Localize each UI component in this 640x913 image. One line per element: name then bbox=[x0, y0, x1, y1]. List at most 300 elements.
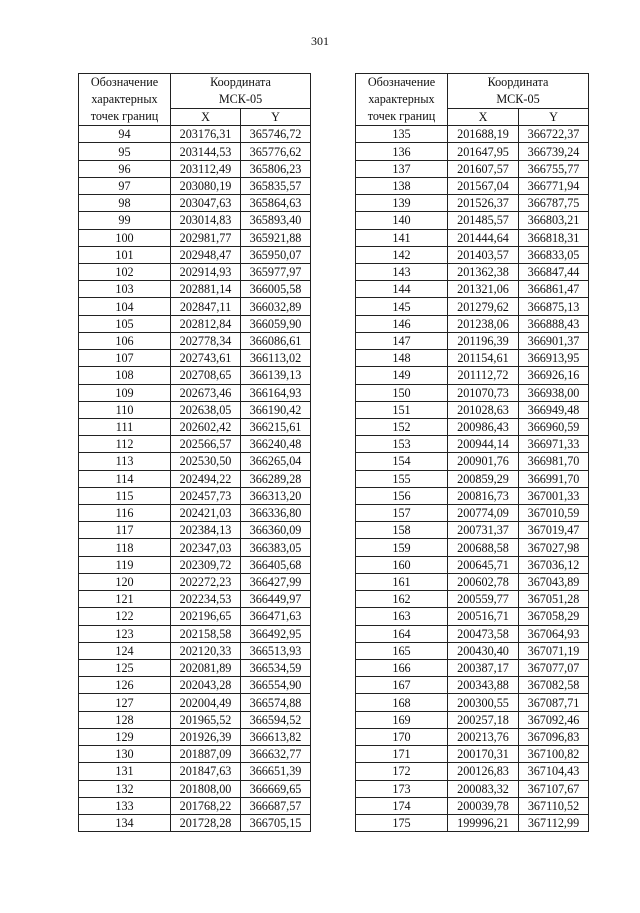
y-cell: 366289,28 bbox=[241, 470, 311, 487]
x-cell: 200039,78 bbox=[448, 797, 519, 814]
point-id-cell: 111 bbox=[79, 418, 171, 435]
table-row bbox=[79, 384, 311, 401]
point-id-cell: 169 bbox=[356, 711, 448, 728]
point-id-cell: 137 bbox=[356, 160, 448, 177]
y-cell: 366005,58 bbox=[241, 281, 311, 298]
y-cell: 365746,72 bbox=[241, 126, 311, 143]
x-cell: 200602,78 bbox=[448, 573, 519, 590]
point-id-cell: 133 bbox=[79, 797, 171, 814]
point-id-cell: 98 bbox=[79, 195, 171, 212]
table-row bbox=[79, 418, 311, 435]
y-cell: 365977,97 bbox=[241, 263, 311, 280]
y-cell: 366755,77 bbox=[519, 160, 589, 177]
y-cell: 366383,05 bbox=[241, 539, 311, 556]
point-id-cell: 110 bbox=[79, 401, 171, 418]
point-id-cell: 123 bbox=[79, 625, 171, 642]
table-row bbox=[356, 694, 589, 711]
table-row bbox=[356, 522, 589, 539]
point-id-cell: 119 bbox=[79, 556, 171, 573]
table-row bbox=[356, 315, 589, 332]
y-cell: 366336,80 bbox=[241, 505, 311, 522]
table-row bbox=[356, 487, 589, 504]
table-row bbox=[79, 160, 311, 177]
table-row bbox=[356, 470, 589, 487]
y-cell: 366960,59 bbox=[519, 418, 589, 435]
table-row bbox=[356, 229, 589, 246]
x-cell: 202566,57 bbox=[171, 436, 241, 453]
point-id-cell: 120 bbox=[79, 573, 171, 590]
x-cell: 201321,06 bbox=[448, 281, 519, 298]
point-id-cell: 175 bbox=[356, 814, 448, 831]
x-cell: 201238,06 bbox=[448, 315, 519, 332]
y-cell: 367051,28 bbox=[519, 591, 589, 608]
y-cell: 366926,16 bbox=[519, 367, 589, 384]
point-id-cell: 122 bbox=[79, 608, 171, 625]
point-id-cell: 109 bbox=[79, 384, 171, 401]
x-cell: 202743,61 bbox=[171, 350, 241, 367]
point-id-cell: 94 bbox=[79, 126, 171, 143]
y-cell: 366059,90 bbox=[241, 315, 311, 332]
table-row bbox=[79, 350, 311, 367]
x-cell: 202347,03 bbox=[171, 539, 241, 556]
x-cell: 200430,40 bbox=[448, 642, 519, 659]
x-cell: 202494,22 bbox=[171, 470, 241, 487]
point-id-cell: 116 bbox=[79, 505, 171, 522]
table-row bbox=[79, 470, 311, 487]
table-row bbox=[356, 608, 589, 625]
table-row bbox=[79, 212, 311, 229]
table-row bbox=[79, 711, 311, 728]
y-cell: 366771,94 bbox=[519, 177, 589, 194]
y-cell: 366190,42 bbox=[241, 401, 311, 418]
y-cell: 367077,07 bbox=[519, 660, 589, 677]
table-row bbox=[356, 281, 589, 298]
y-cell: 366240,48 bbox=[241, 436, 311, 453]
x-cell: 200300,55 bbox=[448, 694, 519, 711]
table-row bbox=[356, 746, 589, 763]
table-row bbox=[356, 263, 589, 280]
y-cell: 367096,83 bbox=[519, 728, 589, 745]
x-cell: 202272,23 bbox=[171, 573, 241, 590]
table-row bbox=[356, 573, 589, 590]
point-id-cell: 129 bbox=[79, 728, 171, 745]
point-id-cell: 121 bbox=[79, 591, 171, 608]
y-cell: 366449,97 bbox=[241, 591, 311, 608]
point-id-cell: 117 bbox=[79, 522, 171, 539]
table-row bbox=[79, 746, 311, 763]
point-id-cell: 158 bbox=[356, 522, 448, 539]
coord-title-line2: МСК-05 bbox=[218, 92, 263, 106]
point-label-header bbox=[79, 74, 171, 126]
x-cell: 203176,31 bbox=[171, 126, 241, 143]
x-cell: 201887,09 bbox=[171, 746, 241, 763]
table-row bbox=[356, 505, 589, 522]
point-id-cell: 107 bbox=[79, 350, 171, 367]
table-row bbox=[79, 487, 311, 504]
y-cell: 366888,43 bbox=[519, 315, 589, 332]
point-id-cell: 143 bbox=[356, 263, 448, 280]
point-label-line2: характерных bbox=[91, 92, 158, 107]
page-number: 301 bbox=[311, 34, 329, 48]
table-row bbox=[356, 556, 589, 573]
point-id-cell: 153 bbox=[356, 436, 448, 453]
point-id-cell: 126 bbox=[79, 677, 171, 694]
point-id-cell: 105 bbox=[79, 315, 171, 332]
y-cell: 366913,95 bbox=[519, 350, 589, 367]
x-header: X bbox=[171, 109, 241, 126]
point-id-cell: 172 bbox=[356, 763, 448, 780]
x-cell: 200126,83 bbox=[448, 763, 519, 780]
x-cell: 203144,53 bbox=[171, 143, 241, 160]
y-cell: 366818,31 bbox=[519, 229, 589, 246]
point-id-cell: 174 bbox=[356, 797, 448, 814]
table-row bbox=[79, 780, 311, 797]
x-cell: 201768,22 bbox=[171, 797, 241, 814]
coord-title-line1: Координата bbox=[210, 75, 271, 89]
table-row bbox=[79, 625, 311, 642]
x-cell: 200343,88 bbox=[448, 677, 519, 694]
table-body-right bbox=[356, 126, 589, 832]
x-cell: 200901,76 bbox=[448, 453, 519, 470]
table-row bbox=[356, 401, 589, 418]
x-cell: 200473,58 bbox=[448, 625, 519, 642]
x-cell: 200083,32 bbox=[448, 780, 519, 797]
y-cell: 367010,59 bbox=[519, 505, 589, 522]
table-row bbox=[356, 143, 589, 160]
x-cell: 201647,95 bbox=[448, 143, 519, 160]
y-cell: 366991,70 bbox=[519, 470, 589, 487]
point-id-cell: 101 bbox=[79, 246, 171, 263]
y-cell: 366787,75 bbox=[519, 195, 589, 212]
table-row bbox=[356, 539, 589, 556]
x-cell: 200387,17 bbox=[448, 660, 519, 677]
y-cell: 366265,04 bbox=[241, 453, 311, 470]
y-header: Y bbox=[241, 109, 311, 126]
table-row bbox=[79, 126, 311, 143]
x-cell: 200516,71 bbox=[448, 608, 519, 625]
point-id-cell: 162 bbox=[356, 591, 448, 608]
y-cell: 366427,99 bbox=[241, 573, 311, 590]
y-cell: 367110,52 bbox=[519, 797, 589, 814]
table-row bbox=[79, 195, 311, 212]
point-id-cell: 124 bbox=[79, 642, 171, 659]
point-id-cell: 154 bbox=[356, 453, 448, 470]
y-cell: 367043,89 bbox=[519, 573, 589, 590]
y-cell: 366651,39 bbox=[241, 763, 311, 780]
x-cell: 201362,38 bbox=[448, 263, 519, 280]
x-cell: 201403,57 bbox=[448, 246, 519, 263]
y-cell: 367107,67 bbox=[519, 780, 589, 797]
x-cell: 201526,37 bbox=[448, 195, 519, 212]
table-row bbox=[79, 332, 311, 349]
y-cell: 365893,40 bbox=[241, 212, 311, 229]
table-row bbox=[356, 591, 589, 608]
x-cell: 202043,28 bbox=[171, 677, 241, 694]
y-cell: 366687,57 bbox=[241, 797, 311, 814]
x-cell: 202673,46 bbox=[171, 384, 241, 401]
table-body-left bbox=[79, 126, 311, 832]
y-cell: 366513,93 bbox=[241, 642, 311, 659]
y-cell: 367092,46 bbox=[519, 711, 589, 728]
table-row bbox=[79, 728, 311, 745]
x-cell: 203014,83 bbox=[171, 212, 241, 229]
x-cell: 200257,18 bbox=[448, 711, 519, 728]
table-row bbox=[79, 660, 311, 677]
x-cell: 200213,76 bbox=[448, 728, 519, 745]
table-row bbox=[356, 797, 589, 814]
point-id-cell: 130 bbox=[79, 746, 171, 763]
point-label-line1: Обозначение bbox=[90, 75, 159, 90]
point-label-line2: характерных bbox=[368, 92, 435, 107]
y-cell: 367071,19 bbox=[519, 642, 589, 659]
coord-title-line2: МСК-05 bbox=[496, 92, 540, 106]
coord-title-header bbox=[448, 74, 589, 109]
x-cell: 201485,57 bbox=[448, 212, 519, 229]
x-cell: 202981,77 bbox=[171, 229, 241, 246]
x-cell: 202004,49 bbox=[171, 694, 241, 711]
y-cell: 366313,20 bbox=[241, 487, 311, 504]
point-id-cell: 168 bbox=[356, 694, 448, 711]
x-cell: 201728,28 bbox=[171, 814, 241, 831]
point-id-cell: 113 bbox=[79, 453, 171, 470]
y-cell: 366803,21 bbox=[519, 212, 589, 229]
point-label-line3: точек границ bbox=[90, 109, 159, 124]
table-row bbox=[79, 453, 311, 470]
x-cell: 202384,13 bbox=[171, 522, 241, 539]
coord-title-header bbox=[171, 74, 311, 109]
y-cell: 365950,07 bbox=[241, 246, 311, 263]
y-cell: 367100,82 bbox=[519, 746, 589, 763]
point-id-cell: 112 bbox=[79, 436, 171, 453]
y-cell: 367001,33 bbox=[519, 487, 589, 504]
x-cell: 201028,63 bbox=[448, 401, 519, 418]
table-row bbox=[356, 195, 589, 212]
point-id-cell: 127 bbox=[79, 694, 171, 711]
y-cell: 366971,33 bbox=[519, 436, 589, 453]
y-cell: 366594,52 bbox=[241, 711, 311, 728]
y-cell: 366613,82 bbox=[241, 728, 311, 745]
table-row bbox=[356, 160, 589, 177]
x-cell: 202457,73 bbox=[171, 487, 241, 504]
table-row bbox=[356, 177, 589, 194]
point-id-cell: 150 bbox=[356, 384, 448, 401]
point-id-cell: 132 bbox=[79, 780, 171, 797]
x-cell: 200859,29 bbox=[448, 470, 519, 487]
y-cell: 367082,58 bbox=[519, 677, 589, 694]
point-id-cell: 134 bbox=[79, 814, 171, 831]
point-id-cell: 140 bbox=[356, 212, 448, 229]
table-row bbox=[79, 143, 311, 160]
table-row bbox=[79, 281, 311, 298]
x-cell: 202421,03 bbox=[171, 505, 241, 522]
x-cell: 202120,33 bbox=[171, 642, 241, 659]
x-cell: 200944,14 bbox=[448, 436, 519, 453]
point-id-cell: 136 bbox=[356, 143, 448, 160]
y-cell: 367019,47 bbox=[519, 522, 589, 539]
table-row bbox=[356, 367, 589, 384]
y-cell: 366705,15 bbox=[241, 814, 311, 831]
y-cell: 366949,48 bbox=[519, 401, 589, 418]
x-cell: 201112,72 bbox=[448, 367, 519, 384]
x-cell: 202948,47 bbox=[171, 246, 241, 263]
table-row bbox=[79, 573, 311, 590]
table-row bbox=[79, 797, 311, 814]
x-cell: 202196,65 bbox=[171, 608, 241, 625]
table-row bbox=[356, 332, 589, 349]
y-header: Y bbox=[519, 109, 589, 126]
point-id-cell: 146 bbox=[356, 315, 448, 332]
point-id-cell: 173 bbox=[356, 780, 448, 797]
x-cell: 201279,62 bbox=[448, 298, 519, 315]
y-cell: 366113,02 bbox=[241, 350, 311, 367]
table-row bbox=[79, 367, 311, 384]
table-row bbox=[356, 418, 589, 435]
y-cell: 365776,62 bbox=[241, 143, 311, 160]
y-cell: 366492,95 bbox=[241, 625, 311, 642]
point-id-cell: 108 bbox=[79, 367, 171, 384]
point-id-cell: 156 bbox=[356, 487, 448, 504]
point-id-cell: 148 bbox=[356, 350, 448, 367]
coord-title-line1: Координата bbox=[487, 75, 549, 89]
point-id-cell: 165 bbox=[356, 642, 448, 659]
y-cell: 366534,59 bbox=[241, 660, 311, 677]
y-cell: 366471,63 bbox=[241, 608, 311, 625]
y-cell: 366632,77 bbox=[241, 746, 311, 763]
y-cell: 367064,93 bbox=[519, 625, 589, 642]
table-row bbox=[79, 436, 311, 453]
x-cell: 200688,58 bbox=[448, 539, 519, 556]
coordinates-table-left bbox=[78, 73, 311, 832]
table-row bbox=[356, 212, 589, 229]
x-cell: 201154,61 bbox=[448, 350, 519, 367]
x-cell: 202708,65 bbox=[171, 367, 241, 384]
table-row bbox=[356, 625, 589, 642]
point-id-cell: 157 bbox=[356, 505, 448, 522]
x-cell: 200986,43 bbox=[448, 418, 519, 435]
table-row bbox=[79, 246, 311, 263]
point-label-header bbox=[356, 74, 448, 126]
point-id-cell: 104 bbox=[79, 298, 171, 315]
y-cell: 367087,71 bbox=[519, 694, 589, 711]
table-row bbox=[356, 814, 589, 831]
x-cell: 201847,63 bbox=[171, 763, 241, 780]
y-cell: 366833,05 bbox=[519, 246, 589, 263]
y-cell: 366938,00 bbox=[519, 384, 589, 401]
x-cell: 200731,37 bbox=[448, 522, 519, 539]
point-id-cell: 166 bbox=[356, 660, 448, 677]
point-id-cell: 142 bbox=[356, 246, 448, 263]
point-id-cell: 102 bbox=[79, 263, 171, 280]
table-row bbox=[356, 728, 589, 745]
point-id-cell: 99 bbox=[79, 212, 171, 229]
x-cell: 201196,39 bbox=[448, 332, 519, 349]
y-cell: 367058,29 bbox=[519, 608, 589, 625]
point-id-cell: 118 bbox=[79, 539, 171, 556]
x-cell: 202881,14 bbox=[171, 281, 241, 298]
point-id-cell: 149 bbox=[356, 367, 448, 384]
point-id-cell: 161 bbox=[356, 573, 448, 590]
y-cell: 367104,43 bbox=[519, 763, 589, 780]
x-cell: 199996,21 bbox=[448, 814, 519, 831]
x-cell: 202234,53 bbox=[171, 591, 241, 608]
table-row bbox=[79, 522, 311, 539]
table-row bbox=[79, 539, 311, 556]
point-id-cell: 160 bbox=[356, 556, 448, 573]
point-id-cell: 138 bbox=[356, 177, 448, 194]
x-cell: 203047,63 bbox=[171, 195, 241, 212]
x-cell: 202530,50 bbox=[171, 453, 241, 470]
table-row bbox=[356, 384, 589, 401]
point-id-cell: 96 bbox=[79, 160, 171, 177]
x-cell: 202914,93 bbox=[171, 263, 241, 280]
point-id-cell: 159 bbox=[356, 539, 448, 556]
point-id-cell: 100 bbox=[79, 229, 171, 246]
y-cell: 366032,89 bbox=[241, 298, 311, 315]
x-cell: 202081,89 bbox=[171, 660, 241, 677]
y-cell: 367036,12 bbox=[519, 556, 589, 573]
y-cell: 366360,09 bbox=[241, 522, 311, 539]
table-row bbox=[79, 556, 311, 573]
point-id-cell: 141 bbox=[356, 229, 448, 246]
x-cell: 201070,73 bbox=[448, 384, 519, 401]
table-row bbox=[356, 660, 589, 677]
point-id-cell: 163 bbox=[356, 608, 448, 625]
x-cell: 202847,11 bbox=[171, 298, 241, 315]
table-row bbox=[79, 814, 311, 831]
point-id-cell: 106 bbox=[79, 332, 171, 349]
point-id-cell: 170 bbox=[356, 728, 448, 745]
y-cell: 366554,90 bbox=[241, 677, 311, 694]
point-id-cell: 131 bbox=[79, 763, 171, 780]
table-row bbox=[79, 401, 311, 418]
table-row bbox=[356, 126, 589, 143]
y-cell: 365864,63 bbox=[241, 195, 311, 212]
table-row bbox=[356, 298, 589, 315]
table-row bbox=[356, 780, 589, 797]
point-id-cell: 164 bbox=[356, 625, 448, 642]
y-cell: 366405,68 bbox=[241, 556, 311, 573]
y-cell: 366875,13 bbox=[519, 298, 589, 315]
y-cell: 366086,61 bbox=[241, 332, 311, 349]
x-cell: 202778,34 bbox=[171, 332, 241, 349]
point-id-cell: 144 bbox=[356, 281, 448, 298]
y-cell: 366861,47 bbox=[519, 281, 589, 298]
x-header: X bbox=[448, 109, 519, 126]
y-cell: 365835,57 bbox=[241, 177, 311, 194]
x-cell: 201965,52 bbox=[171, 711, 241, 728]
point-id-cell: 145 bbox=[356, 298, 448, 315]
y-cell: 366139,13 bbox=[241, 367, 311, 384]
point-id-cell: 135 bbox=[356, 126, 448, 143]
point-id-cell: 167 bbox=[356, 677, 448, 694]
x-cell: 201444,64 bbox=[448, 229, 519, 246]
x-cell: 201926,39 bbox=[171, 728, 241, 745]
table-row bbox=[356, 453, 589, 470]
table-row bbox=[356, 436, 589, 453]
table-row bbox=[79, 763, 311, 780]
x-cell: 200816,73 bbox=[448, 487, 519, 504]
y-cell: 366901,37 bbox=[519, 332, 589, 349]
point-id-cell: 152 bbox=[356, 418, 448, 435]
y-cell: 367112,99 bbox=[519, 814, 589, 831]
x-cell: 202158,58 bbox=[171, 625, 241, 642]
table-row bbox=[356, 246, 589, 263]
table-row bbox=[356, 677, 589, 694]
table-row bbox=[79, 298, 311, 315]
y-cell: 366669,65 bbox=[241, 780, 311, 797]
table-row bbox=[356, 763, 589, 780]
x-cell: 201688,19 bbox=[448, 126, 519, 143]
